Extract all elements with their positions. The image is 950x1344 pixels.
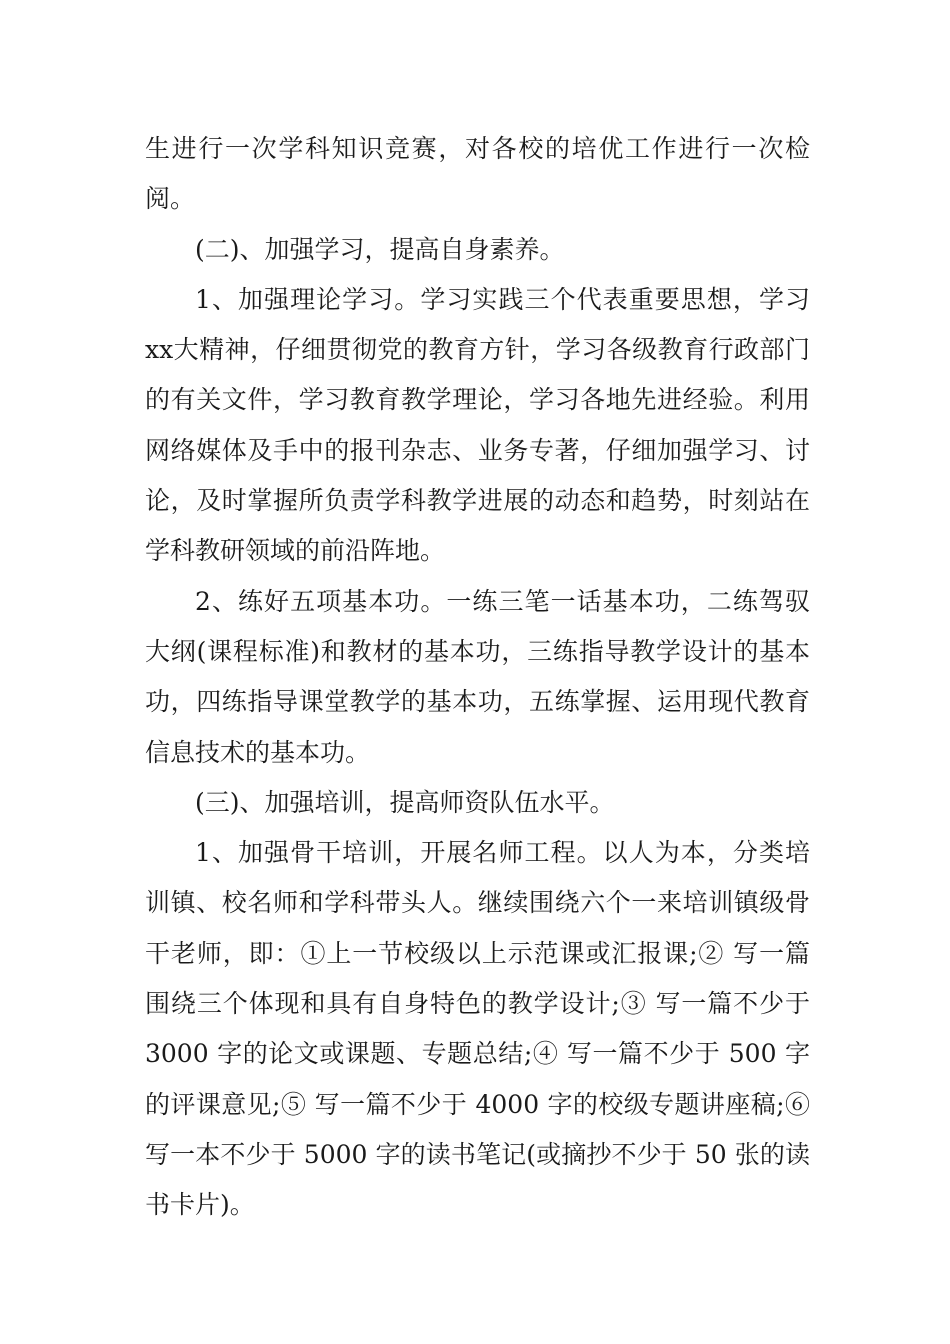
section-heading-two: (二)、加强学习，提高自身素养。 [195, 234, 565, 264]
paragraph-backbone-training: 1、加强骨干培训，开展名师工程。以人为本，分类培训镇、校名师和学科带头人。继续围绕六个一来培训镇级骨干老师，即：①上一节校级以上示范课或汇报课;② 写一篇围绕三个体现和具有自身特色的教学设计;③ 写一篇不少于 3000 字的论文或课题、专题总结;④ 写一篇不少于 500 字的评课意见;⑤ 写一篇不少于 4000 字的校级专题讲座稿;⑥ 写一本不少于 5000 字的读书笔记(或摘抄不少于 50 张的读书卡片)。 [145, 838, 810, 1220]
section-heading-three: (三)、加强培训，提高师资队伍水平。 [195, 787, 615, 817]
paragraph-theory-study: 1、加强理论学习。学习实践三个代表重要思想，学习xx大精神，仔细贯彻党的教育方针，学习各级教育行政部门的有关文件，学习教育教学理论，学习各地先进经验。利用网络媒体及手中的报刊杂志、业务专著，仔细加强学习、讨论，及时掌握所负责学科教学进展的动态和趋势，时刻站在学科教研领域的前沿阵地。 [145, 284, 810, 566]
paragraph-continuation: 生进行一次学科知识竞赛，对各校的培优工作进行一次检阅。 [145, 134, 810, 214]
paragraph-basic-skills: 2、练好五项基本功。一练三笔一话基本功，二练驾驭大纲(课程标准)和教材的基本功，三练指导教学设计的基本功，四练指导课堂教学的基本功，五练掌握、运用现代教育信息技术的基本功。 [145, 586, 810, 767]
document-body [145, 124, 810, 1231]
